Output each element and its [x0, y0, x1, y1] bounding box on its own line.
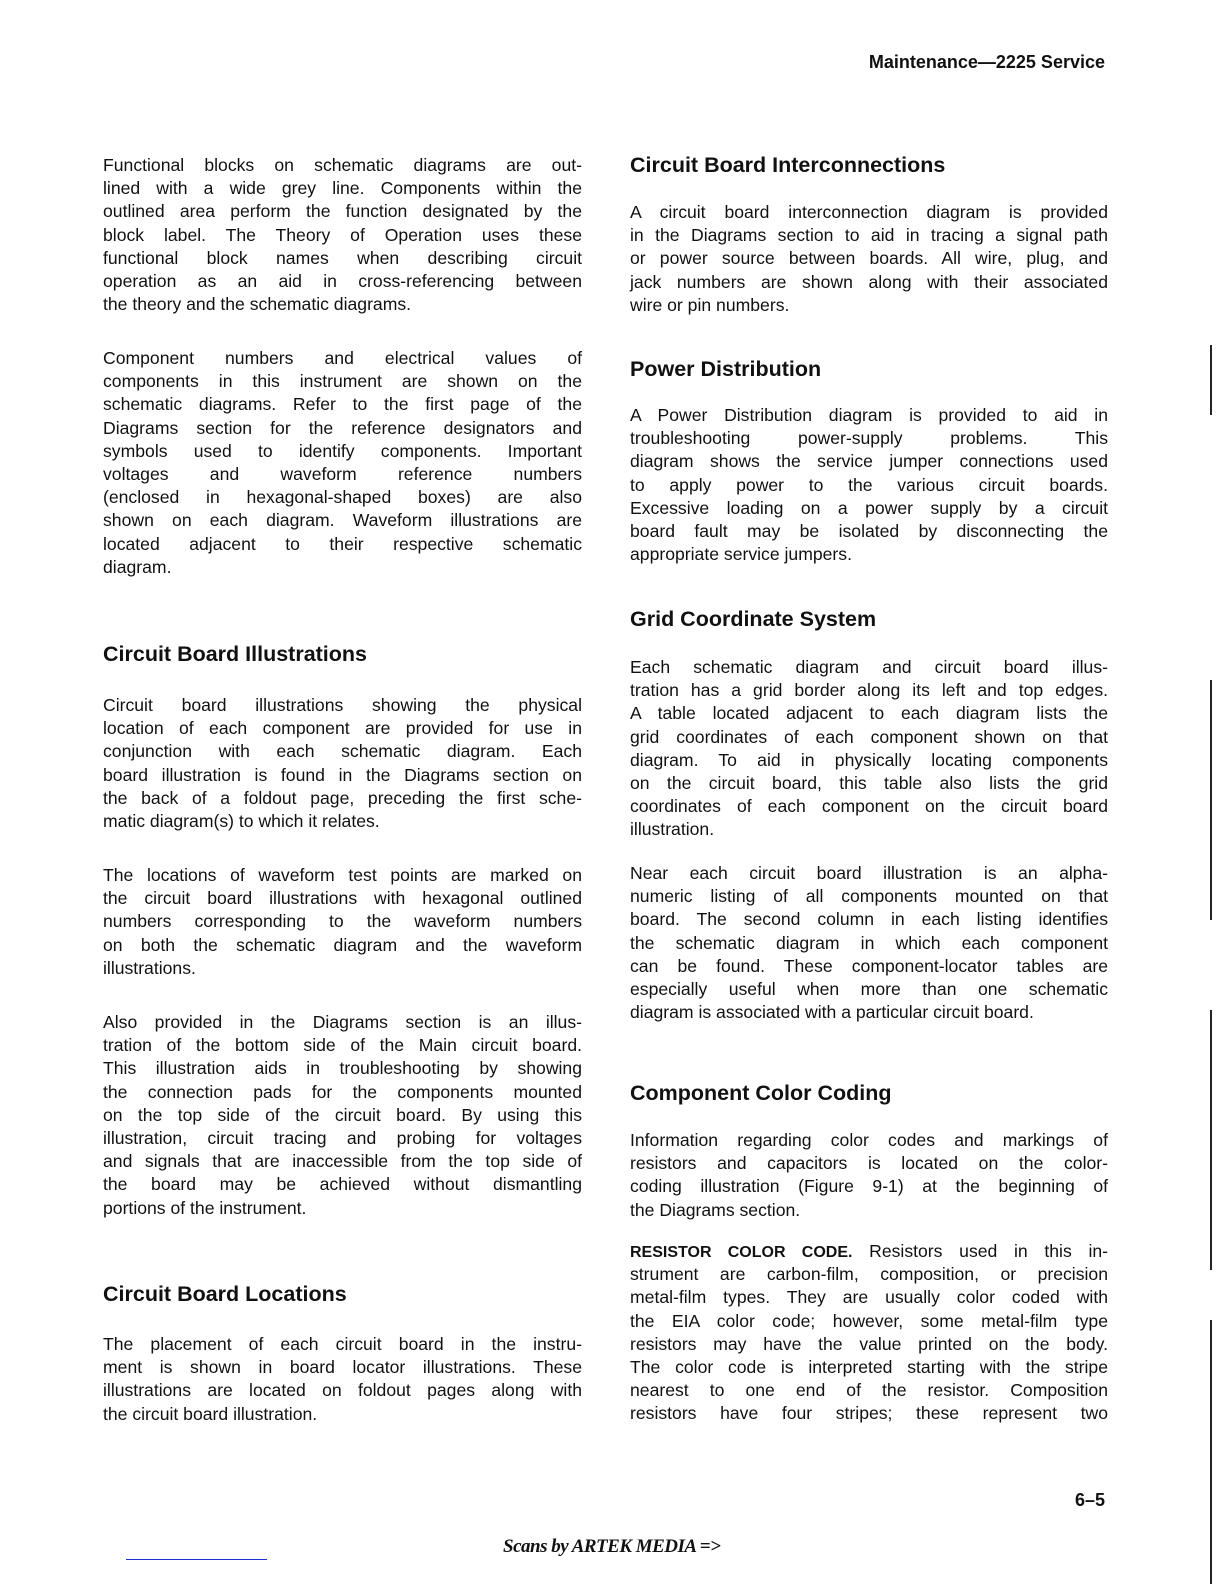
- text-line: A Power Distribution diagram is provided to aid in: [630, 405, 1108, 425]
- text-line: diagram is associated with a particular circuit board.: [630, 1002, 1034, 1023]
- scan-edge-mark: [1210, 680, 1212, 920]
- text-line: The placement of each circuit board in the instru-: [103, 1334, 582, 1354]
- text-line: Near each circuit board illustration is an alpha-: [630, 863, 1108, 883]
- paragraph: [103, 154, 582, 316]
- text-line: in the Diagrams section to aid in tracing a signal path: [630, 225, 1108, 246]
- paragraph: [630, 656, 1108, 842]
- text-line: the circuit board illustration.: [103, 1403, 318, 1424]
- section-heading: Circuit Board Illustrations: [103, 642, 368, 666]
- text-line: [630, 1240, 1108, 1263]
- scan-edge-mark: [1210, 1320, 1212, 1584]
- text-line: the connection pads for the components mounted: [103, 1081, 582, 1102]
- section-heading: Component Color Coding: [630, 1081, 892, 1105]
- text-line: especially useful when more than one schematic: [630, 978, 1108, 999]
- paragraph-continued: [630, 1263, 1108, 1425]
- text-line: illustrations.: [103, 957, 196, 978]
- text-line: numeric listing of all components mounted on that: [630, 886, 1108, 907]
- text-line: or power source between boards. All wire, plug, and: [630, 248, 1108, 269]
- text-line: block label. The Theory of Operation uses these: [103, 224, 582, 245]
- text-line: A table located adjacent to each diagram lists the: [630, 703, 1108, 724]
- text-line: can be found. These component-locator tables are: [630, 955, 1108, 976]
- scan-edge-mark: [1210, 345, 1212, 415]
- paragraph: [630, 404, 1108, 566]
- scan-edge-mark: [1210, 1010, 1212, 1270]
- text-line: the board may be achieved without dismantling: [103, 1174, 582, 1195]
- text-line: Excessive loading on a power supply by a circuit: [630, 497, 1108, 518]
- page-number: 6–5: [1074, 1490, 1105, 1510]
- text-line: to apply power to the various circuit boards.: [630, 474, 1108, 495]
- text-line: (enclosed in hexagonal-shaped boxes) are also: [103, 487, 582, 508]
- link-underline: [126, 1559, 267, 1560]
- paragraph: [103, 694, 582, 833]
- text-line: coding illustration (Figure 9-1) at the beginning of: [630, 1176, 1108, 1197]
- text-line: tration has a grid border along its left and top edges.: [630, 680, 1108, 701]
- text-line: board fault may be isolated by disconnecting the: [630, 520, 1108, 541]
- text-line: Component numbers and electrical values of: [103, 348, 582, 368]
- text-line: troubleshooting power-supply problems. This: [630, 428, 1108, 449]
- section-heading: Circuit Board Locations: [103, 1282, 347, 1306]
- text-line: and signals that are inaccessible from the top side of: [103, 1151, 582, 1172]
- text-line: on both the schematic diagram and the waveform: [103, 934, 582, 955]
- paragraph-resistor-color-code: [630, 1240, 1108, 1426]
- text-line: the circuit board illustrations with hexagonal outlined: [103, 888, 582, 909]
- text-line: appropriate service jumpers.: [630, 544, 852, 565]
- text-line: resistors and capacitors is located on the color-: [630, 1153, 1108, 1174]
- text-line: tration of the bottom side of the Main circuit board.: [103, 1035, 582, 1056]
- text-line: located adjacent to their respective schematic: [103, 533, 582, 554]
- text-line: outlined area perform the function designated by the: [103, 201, 582, 222]
- text: Resistors used in this in-: [852, 1241, 1108, 1261]
- section-heading: Grid Coordinate System: [630, 607, 877, 631]
- paragraph: [630, 1129, 1108, 1222]
- paragraph: [103, 1333, 582, 1426]
- text-line: illustration, circuit tracing and probing for voltages: [103, 1127, 582, 1148]
- text-line: wire or pin numbers.: [630, 294, 790, 315]
- paragraph: [630, 862, 1108, 1024]
- text-line: jack numbers are shown along with their associated: [630, 271, 1108, 292]
- text-line: schematic diagrams. Refer to the first page of the: [103, 394, 582, 415]
- text-line: resistors may have the value printed on the body.: [630, 1333, 1108, 1354]
- running-header: Maintenance—2225 Service: [868, 52, 1105, 72]
- section-heading: Power Distribution: [630, 357, 822, 381]
- text-line: diagram shows the service jumper connections used: [630, 451, 1108, 472]
- text-line: symbols used to identify components. Important: [103, 440, 582, 461]
- text-line: conjunction with each schematic diagram. Each: [103, 741, 582, 762]
- text-line: resistors have four stripes; these represent two: [630, 1403, 1108, 1424]
- text-line: diagram.: [103, 556, 172, 577]
- text-line: diagram. To aid in physically locating components: [630, 749, 1108, 770]
- text-line: numbers corresponding to the waveform numbers: [103, 911, 582, 932]
- text-line: Functional blocks on schematic diagrams are out-: [103, 155, 582, 175]
- paragraph: [103, 1011, 582, 1220]
- text-line: ment is shown in board locator illustrations. These: [103, 1357, 582, 1378]
- text-line: Also provided in the Diagrams section is an illus-: [103, 1012, 582, 1032]
- text-line: location of each component are provided for use in: [103, 718, 582, 739]
- text-line: on the top side of the circuit board. By using this: [103, 1104, 582, 1125]
- scanner-credit: Scans by ARTEK MEDIA =>: [503, 1536, 721, 1557]
- text-line: shown on each diagram. Waveform illustrations are: [103, 510, 582, 531]
- text-line: the back of a foldout page, preceding the first sche-: [103, 787, 582, 808]
- text-line: Information regarding color codes and markings of: [630, 1130, 1108, 1150]
- text-line: nearest to one end of the resistor. Composition: [630, 1380, 1108, 1401]
- text-line: grid coordinates of each component shown on that: [630, 726, 1108, 747]
- text-line: lined with a wide grey line. Components within the: [103, 178, 582, 199]
- text-line: operation as an aid in cross-referencing between: [103, 270, 582, 291]
- text-line: the theory and the schematic diagrams.: [103, 294, 412, 315]
- text-line: components in this instrument are shown on the: [103, 371, 582, 392]
- text-line: portions of the instrument.: [103, 1197, 307, 1218]
- section-heading: Circuit Board Interconnections: [630, 153, 946, 177]
- text-line: the schematic diagram in which each component: [630, 932, 1108, 953]
- paragraph: [630, 201, 1108, 317]
- text-line: illustration.: [630, 819, 715, 840]
- text-line: board illustration is found in the Diagrams section on: [103, 764, 582, 785]
- text-line: coordinates of each component on the circuit board: [630, 796, 1108, 817]
- text-line: the EIA color code; however, some metal-film type: [630, 1310, 1108, 1331]
- text-line: The locations of waveform test points are marked on: [103, 865, 582, 885]
- run-in-heading: RESISTOR COLOR CODE.: [630, 1244, 853, 1261]
- text-line: matic diagram(s) to which it relates.: [103, 810, 380, 831]
- text-line: metal-film types. They are usually color coded with: [630, 1287, 1108, 1308]
- text-line: illustrations are located on foldout pages along with: [103, 1380, 582, 1401]
- text-line: the Diagrams section.: [630, 1199, 801, 1220]
- text-line: Circuit board illustrations showing the physical: [103, 695, 582, 715]
- paragraph: [103, 347, 582, 579]
- text-line: functional block names when describing circuit: [103, 247, 582, 268]
- text-line: Each schematic diagram and circuit board illus-: [630, 657, 1108, 677]
- text-line: on the circuit board, this table also lists the grid: [630, 772, 1108, 793]
- text-line: strument are carbon-film, composition, or precision: [630, 1264, 1108, 1285]
- text-line: voltages and waveform reference numbers: [103, 463, 582, 484]
- text-line: This illustration aids in troubleshooting by showing: [103, 1058, 582, 1079]
- text-line: The color code is interpreted starting with the stripe: [630, 1356, 1108, 1377]
- paragraph: [103, 864, 582, 980]
- text-line: A circuit board interconnection diagram is provided: [630, 202, 1108, 222]
- text-line: Diagrams section for the reference designators and: [103, 417, 582, 438]
- text-line: board. The second column in each listing identifies: [630, 909, 1108, 930]
